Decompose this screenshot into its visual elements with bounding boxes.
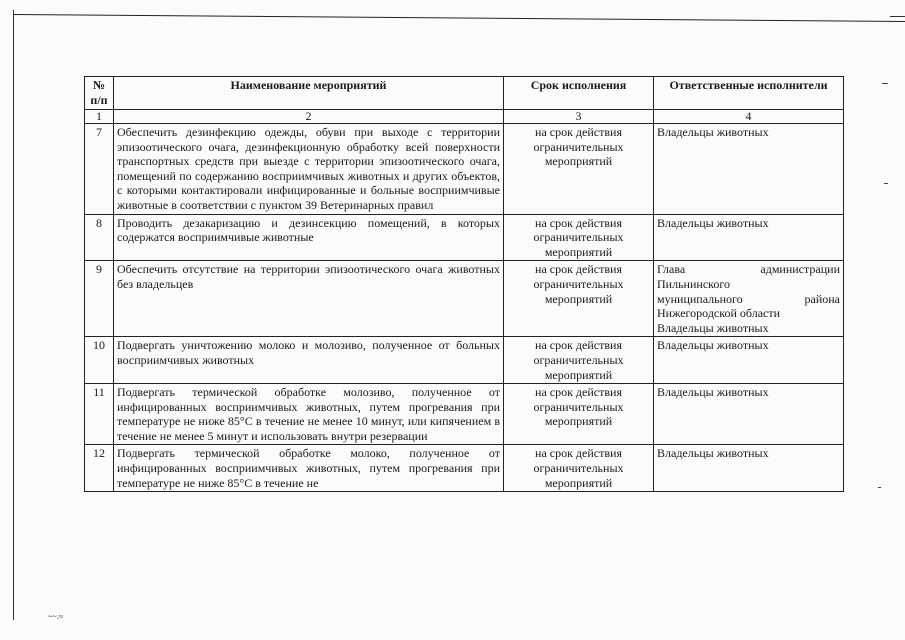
table-row xyxy=(85,261,844,337)
responsible-line: Нижегородской области xyxy=(657,306,781,321)
row-measure: Обеспечить отсутствие на территории эпизоотического очага животных без владельцев xyxy=(114,261,504,337)
scan-border-left xyxy=(13,10,14,620)
row-measure: Подвергать термической обработке молозиво, полученное от инфицированных восприимчивых животных, путем прогревания при температуре не ниже 85°С в течение не менее 10 минут, или кипячением в течение не менее 5 минут и использовать внутри резервации xyxy=(114,384,504,445)
row-number: 12 xyxy=(85,445,114,492)
row-number: 8 xyxy=(85,214,114,261)
header-measure: Наименование мероприятий xyxy=(114,77,504,110)
scan-speck xyxy=(878,487,881,488)
row-measure: Обеспечить дезинфекцию одежды, обуви при выходе с территории эпизоотического очага, дезинфекционную обработку всей поверхности транспортных средств при выезде с территории эпизоотического очага, помещений по содержанию восприимчивых животных и других объектов, с которыми контактировали инфицированные и больные восприимчивые животные в соответствии с пунктом 39 Ветеринарных правил xyxy=(114,124,504,215)
row-number: 7 xyxy=(85,124,114,215)
row-responsible: Владельцы животных xyxy=(654,124,844,215)
row-measure: Подвергать уничтожению молоко и молозиво, полученное от больных восприимчивых животных xyxy=(114,337,504,384)
scan-border-top-right xyxy=(890,16,905,17)
row-responsible xyxy=(654,261,844,337)
table-row xyxy=(85,337,844,384)
index-cell: 4 xyxy=(654,110,844,124)
row-responsible: Владельцы животных xyxy=(654,445,844,492)
row-term: на срок действия ограничительных мероприятий xyxy=(504,124,654,215)
row-term: на срок действия ограничительных мероприятий xyxy=(504,337,654,384)
header-number: № п/п xyxy=(85,77,114,110)
header-responsible: Ответственные исполнители xyxy=(654,77,844,110)
table-row xyxy=(85,445,844,492)
table-index-row xyxy=(85,110,844,124)
scan-border-top xyxy=(14,14,905,22)
row-responsible: Владельцы животных xyxy=(654,214,844,261)
table-row xyxy=(85,384,844,445)
responsible-line: муниципального района xyxy=(657,291,840,306)
table-header-row xyxy=(85,77,844,110)
row-measure: Подвергать термической обработке молоко, полученное от инфицированных восприимчивых животных, путем прогревания при температуре не ниже 85°С в течение не xyxy=(114,445,504,492)
scan-speck xyxy=(884,183,888,184)
row-term: на срок действия ограничительных мероприятий xyxy=(504,261,654,337)
index-cell: 3 xyxy=(504,110,654,124)
row-term: на срок действия ограничительных мероприятий xyxy=(504,445,654,492)
table-row xyxy=(85,124,844,215)
measures-table xyxy=(84,76,844,492)
scan-speck xyxy=(882,83,888,84)
index-cell: 1 xyxy=(85,110,114,124)
header-term: Срок исполнения xyxy=(504,77,654,110)
row-number: 11 xyxy=(85,384,114,445)
responsible-line: Пильнинского xyxy=(657,276,730,291)
responsible-line: Глава администрации xyxy=(657,262,840,277)
row-responsible: Владельцы животных xyxy=(654,337,844,384)
row-measure: Проводить дезакаризацию и дезинсекцию помещений, в которых содержатся восприимчивые животные xyxy=(114,214,504,261)
row-number: 9 xyxy=(85,261,114,337)
row-responsible: Владельцы животных xyxy=(654,384,844,445)
row-term: на срок действия ограничительных мероприятий xyxy=(504,384,654,445)
scan-scribble-mark: ~~.≈ xyxy=(48,612,64,621)
row-number: 10 xyxy=(85,337,114,384)
row-term: на срок действия ограничительных мероприятий xyxy=(504,214,654,261)
index-cell: 2 xyxy=(114,110,504,124)
responsible-line: Владельцы животных xyxy=(657,320,769,335)
table-row xyxy=(85,214,844,261)
